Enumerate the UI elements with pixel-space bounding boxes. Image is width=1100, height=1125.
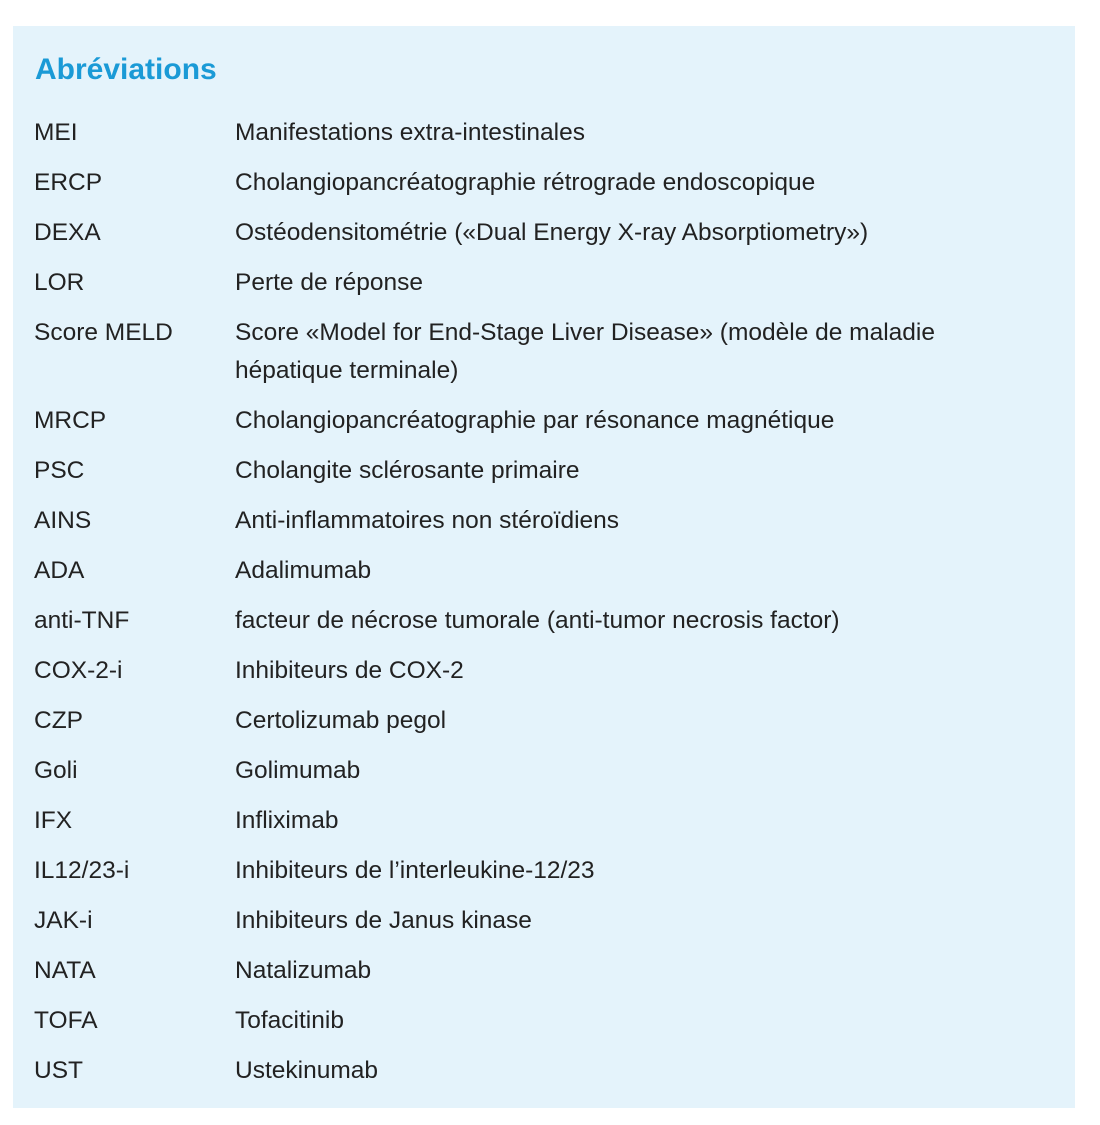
abbreviation-definition: Adalimumab [235,557,372,584]
abbreviation-term: CZP [34,707,83,734]
abbreviation-definition: facteur de nécrose tumorale (anti-tumor necrosis factor) [235,607,840,634]
abbreviation-definition: Ostéodensitométrie («Dual Energy X-ray Absorptiometry») [235,219,869,246]
abbreviation-row [34,552,1044,590]
abbreviation-definition: Inhibiteurs de l’interleukine-12/23 [235,857,595,884]
abbreviation-row [34,314,1044,390]
abbreviation-definition: Cholangiopancréatographie rétrograde endoscopique [235,169,816,196]
abbreviations-box [13,26,1075,1108]
abbreviation-term: UST [34,1057,83,1084]
abbreviation-row [34,952,1044,990]
abbreviation-term: DEXA [34,219,101,246]
abbreviation-row [34,452,1044,490]
abbreviation-term: NATA [34,957,96,984]
abbreviation-row [34,1052,1044,1090]
abbreviation-row [34,164,1044,202]
abbreviation-term: ADA [34,557,85,584]
abbreviation-definition: Infliximab [235,807,339,834]
abbreviation-term: MRCP [34,407,107,434]
abbreviation-row [34,114,1044,152]
abbreviation-row [34,602,1044,640]
abbreviation-term: PSC [34,457,85,484]
abbreviation-definition: Certolizumab pegol [235,707,447,734]
abbreviation-definition: Tofacitinib [235,1007,344,1034]
abbreviation-term: anti-TNF [34,607,130,634]
abbreviation-definition: Natalizumab [235,957,372,984]
abbreviation-row [34,502,1044,540]
abbreviation-term: COX-2-i [34,657,123,684]
abbreviation-row [34,852,1044,890]
abbreviation-definition: Cholangite sclérosante primaire [235,457,580,484]
abbreviation-row [34,1002,1044,1040]
abbreviation-row [34,902,1044,940]
abbreviation-definition: Inhibiteurs de Janus kinase [235,907,532,934]
abbreviation-term: TOFA [34,1007,98,1034]
abbreviation-row [34,752,1044,790]
abbreviation-term: Goli [34,757,78,784]
abbreviation-term: Score MELD [34,319,173,346]
abbreviation-row [34,802,1044,840]
abbreviation-row [34,652,1044,690]
abbreviation-term: MEI [34,119,78,146]
abbreviation-definition: Ustekinumab [235,1057,378,1084]
abbreviation-row [34,264,1044,302]
abbreviation-term: LOR [34,269,85,296]
abbreviation-list [34,114,1044,1102]
abbreviation-definition: Manifestations extra-intestinales [235,119,585,146]
abbreviation-term: ERCP [34,169,103,196]
abbreviation-definition: Anti-inflammatoires non stéroïdiens [235,507,620,534]
abbreviation-definition: Perte de réponse [235,269,423,296]
abbreviation-definition: Cholangiopancréatographie par résonance magnétique [235,407,835,434]
abbreviation-row [34,214,1044,252]
abbreviation-definition: Golimumab [235,757,361,784]
abbreviation-row [34,702,1044,740]
abbreviation-row [34,402,1044,440]
abbreviation-definition: Score «Model for End-Stage Liver Disease» (modèle de maladie hépatique terminale) [235,319,935,384]
abbreviation-term: IFX [34,807,73,834]
abbreviation-term: JAK-i [34,907,93,934]
abbreviation-definition: Inhibiteurs de COX-2 [235,657,464,684]
abbreviation-term: IL12/23-i [34,857,130,884]
box-title: Abréviations [35,53,217,86]
abbreviation-term: AINS [34,507,92,534]
